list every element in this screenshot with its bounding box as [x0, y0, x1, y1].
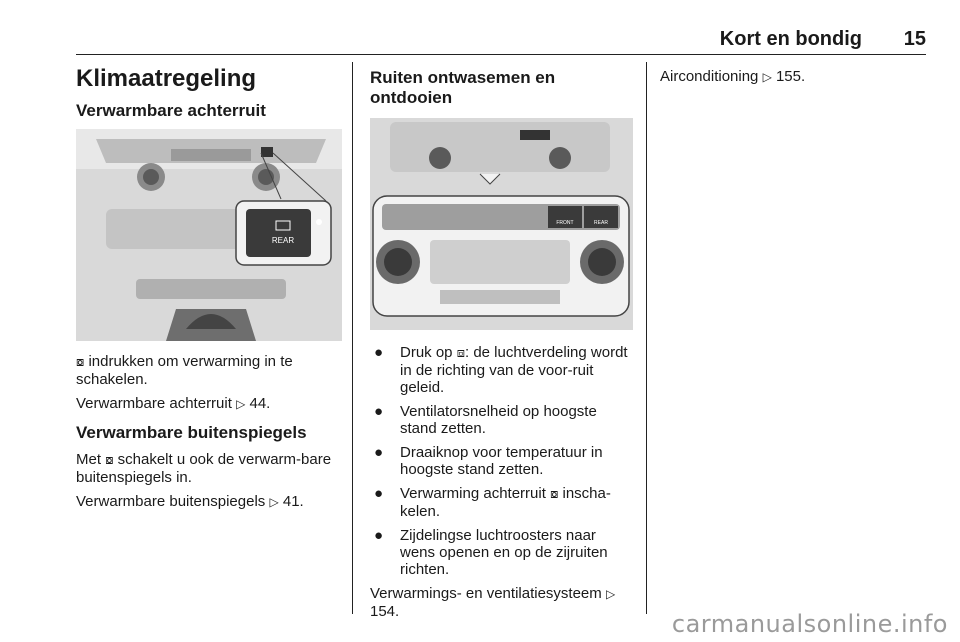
crossref-ventilation: Verwarmings- en ventilatiesysteem ▷ 154. [370, 585, 616, 620]
subheading-heated-rear-window: Verwarmbare achterruit [76, 101, 266, 120]
rear-button-label-2: REAR [594, 220, 608, 226]
crossref-heated-rear-window: Verwarmbare achterruit ▷ 44. [76, 395, 271, 412]
column-divider-2 [646, 62, 647, 614]
rear-defrost-icon: ⧇ [105, 453, 114, 468]
crossref-airconditioning: Airconditioning ▷ 155. [660, 68, 806, 85]
rear-defrost-icon: ⧇ [550, 487, 559, 502]
page-reference-icon: ▷ [605, 587, 616, 601]
list-item: ● Zijdelingse luchtroosters naar wens openen en op de zijruiten richten. [374, 527, 608, 578]
list-item: ● Verwarming achterruit ⧇ inscha-kelen. [374, 485, 611, 520]
watermark: carmanualsonline.info [671, 610, 948, 638]
page-number: 15 [903, 28, 926, 50]
rear-defrost-icon: ⧇ [76, 355, 85, 370]
paragraph-press-button: ⧇ indrukken om verwarming in te schakelen. [76, 353, 293, 388]
crossref-heated-mirrors: Verwarmbare buitenspiegels ▷ 41. [76, 493, 304, 510]
column-defog [370, 62, 633, 627]
list-item: ● Ventilatorsnelheid op hoogste stand zetten. [374, 403, 597, 437]
defog-steps-list [370, 344, 633, 578]
column-divider-1 [352, 62, 353, 614]
paragraph-mirrors: Met ⧇ schakelt u ook de verwarm-bare buitenspiegels in. [76, 451, 332, 486]
rear-window-button-figure [76, 129, 342, 341]
list-item: ● Druk op ⧈: de luchtverdeling wordt in de richting van de voor-ruit geleid. [374, 344, 628, 396]
list-item: ● Draaiknop voor temperatuur in hoogste stand zetten. [374, 444, 603, 478]
page-reference-icon: ▷ [269, 495, 279, 509]
front-button-label: FRONT [556, 220, 574, 226]
section-heading: Klimaatregeling [76, 65, 257, 92]
column-climate [76, 62, 342, 518]
header-rule [76, 54, 926, 55]
section-heading-defog: Ruiten ontwasemen en ontdooien [370, 68, 556, 107]
column-aircon [660, 62, 930, 93]
page-header [76, 28, 926, 52]
rear-button-label: REAR [271, 236, 295, 245]
subheading-heated-mirrors: Verwarmbare buitenspiegels [76, 423, 307, 442]
defrost-controls-figure [370, 118, 633, 330]
windscreen-defrost-icon: ⧈ [456, 346, 465, 361]
header-title: Kort en bondig [719, 28, 862, 50]
page-reference-icon: ▷ [762, 70, 772, 84]
page-reference-icon: ▷ [236, 397, 246, 411]
